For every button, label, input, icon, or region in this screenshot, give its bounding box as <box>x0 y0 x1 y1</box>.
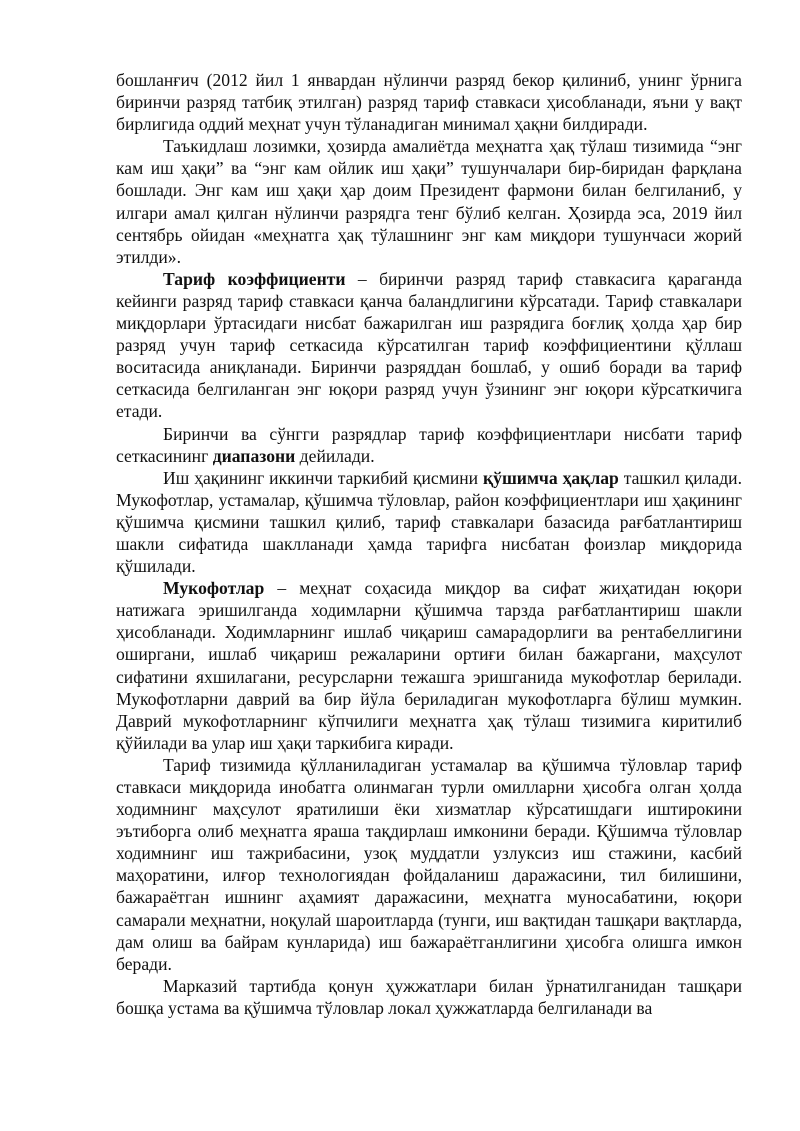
document-page <box>116 69 742 1019</box>
paragraph-6-bonuses <box>116 577 742 754</box>
paragraph-8-local-documents: Марказий тартибда қонун ҳужжатлари билан ўрнатилганидан ташқари бошқа устама ва қўшимча тўловлар локал ҳужжатларда белгиланади ва <box>116 975 742 1018</box>
paragraph-7-allowances: Тариф тизимида қўлланиладиган устамалар ва қўшимча тўловлар тариф ставкаси миқдорида инобатга олинмаган турли омилларни ҳисобга олган ҳолда ходимнинг маҳсулот яратилиши ёки хизматлар кўрсатишдаги иштирокини эътиборга олиб меҳнатга яраша тақдирлаш имконини беради. Қўшимча тўловлар ходимнинг иш тажрибасини, узоқ муддатли узлуксиз иш стажини, касбий маҳоратини, илғор технологиядан фойдаланиш даражасини, тил билишини, бажараётган ишнинг аҳамият даражасини, меҳнатга муносабатини, юқори самарали меҳнатни, ноқулай шароитларда (тунги, иш вақтидан ташқари вақтларда, дам олиш ва байрам кунларида) иш бажараётганлигини ҳисобга олишга имкон беради. <box>116 754 742 974</box>
paragraph-4-pre: Биринчи ва сўнгги разрядлар тариф коэффициентлари нисбати тариф сеткасининг <box>116 423 742 466</box>
term-bonuses: Мукофотлар <box>163 578 265 599</box>
term-range: диапазони <box>212 445 296 466</box>
paragraph-6-body: – меҳнат соҳасида миқдор ва сифат жиҳатидан юқори натижага эришилганда ходимларни қўшимча тарзда рағбатлантириш шакли ҳисобланади. Ходимларнинг ишлаб чиқариш самарадорлиги ва рентабеллигини оширгани, ишлаб чиқариш режаларини ортиғи билан бажаргани, маҳсулот сифатини яхшилагани, ресурсларни тежашга эришганида мукофотлар берилади. Мукофотларни даврий ва бир йўла бериладиган мукофотларга бўлиш мумкин. Даврий мукофотларнинг кўпчилиги меҳнатга ҳақ тўлаш тизимига киритилиб қўйилади ва улар иш ҳақи таркибига киради. <box>116 578 742 753</box>
term-tariff-coefficient: Тариф коэффициенти <box>163 268 346 289</box>
paragraph-3-tariff-coefficient <box>116 268 742 423</box>
paragraph-5-pre: Иш ҳақининг иккинчи таркибий қисмини <box>163 467 484 488</box>
term-additional-pay: қўшимча ҳақлар <box>483 467 619 488</box>
paragraph-5-post: ташкил қилади. Мукофотлар, устамалар, қўшимча тўловлар, район коэффициентлари иш ҳақининг қўшимча қисмини ташкил қилиб, тариф ставкалари базасида рағбатлантириш шакли сифатида шаклланади ҳамда тарифга нисбатан фоизлар миқдорида қўшилади. <box>116 467 742 577</box>
paragraph-3-body: – биринчи разряд тариф ставкасига қараганда кейинги разряд тариф ставкаси қанча баландлигини кўрсатади. Тариф ставкалари миқдорлари ўртасидаги нисбат бажарилган иш разрядига боғлиқ ҳолда ҳар бир разряд учун тариф сеткасида кўрсатилган тариф коэффициентини қўллаш воситасида аниқланади. Биринчи разряддан бошлаб, у ошиб боради ва тариф сеткасида белгиланган энг юқори разряд учун ўзининг энг юқори кўрсаткичига етади. <box>116 268 742 422</box>
paragraph-4-range <box>116 423 742 467</box>
paragraph-5-additional-pay <box>116 467 742 577</box>
paragraph-4-post: дейилади. <box>295 445 375 466</box>
paragraph-2-minimum-wage: Таъкидлаш лозимки, ҳозирда амалиётда меҳнатга ҳақ тўлаш тизимида “энг кам иш ҳақи” ва “энг кам ойлик иш ҳақи” тушунчалари бир-биридан фарқлана бошлади. Энг кам иш ҳақи ҳар доим Президент фармони билан белгиланиб, у илгари амал қилган нўлинчи разрядга тенг бўлиб келган. Ҳозирда эса, 2019 йил сентябрь ойидан «меҳнатга ҳақ тўлашнинг энг кам миқдори тушунчаси жорий этилди». <box>116 136 742 267</box>
paragraph-1-starting-rate: бошланғич (2012 йил 1 январдан нўлинчи разряд бекор қилиниб, унинг ўрнига биринчи разряд татбиқ этилган) разряд тариф ставкаси ҳисобланади, яъни у вақт бирлигида оддий меҳнат учун тўланадиган минимал ҳақни билдиради. <box>116 70 742 135</box>
